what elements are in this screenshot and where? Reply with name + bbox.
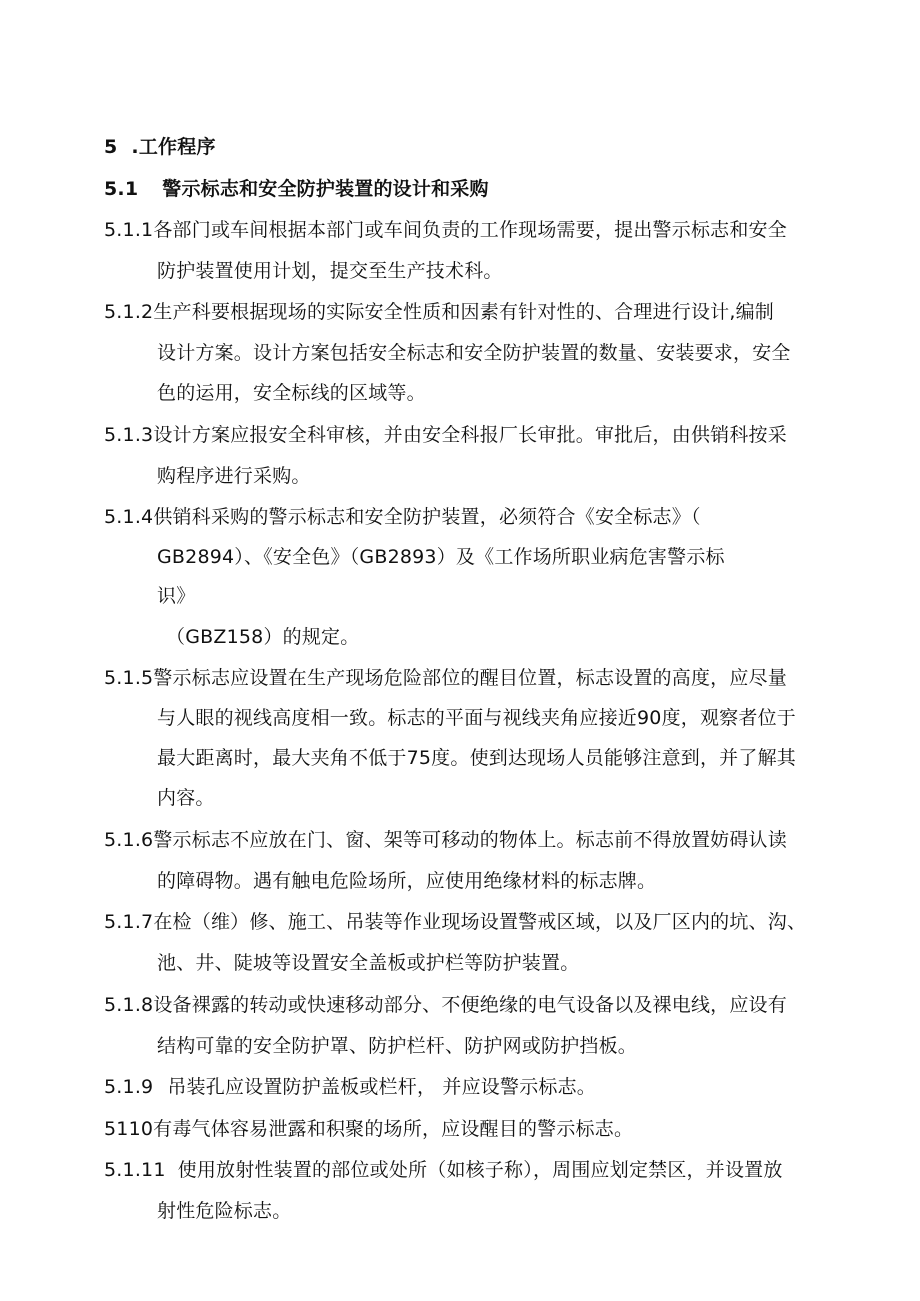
- section-title: .工作程序: [131, 136, 216, 158]
- item-text: 使用放射性装置的部位或处所（如核子称），周围应划定禁区，并设置放: [177, 1159, 783, 1181]
- item-text: （GBZ158）的规定。: [166, 626, 360, 648]
- item-5-1-8-line-1: [104, 993, 787, 1017]
- subsection-heading: [104, 177, 489, 201]
- item-5-1-8-line-2: [157, 1034, 637, 1058]
- subsection-title: 警示标志和安全防护装置的设计和采购: [162, 178, 489, 200]
- item-5-1-2-line-3: [157, 381, 426, 405]
- item-5-1-2-line-2: [157, 341, 791, 365]
- item-text: 有毒气体容易泄露和积聚的场所，应设醒目的警示标志。: [153, 1118, 634, 1140]
- item-5-1-7-line-2: [157, 951, 579, 975]
- item-text: 的障碍物。遇有触电危险场所，应使用绝缘材料的标志牌。: [157, 870, 657, 892]
- item-5-1-5-line-1: [104, 666, 787, 690]
- item-number: 5110: [104, 1118, 154, 1140]
- item-5-1-4-line-1: [104, 505, 701, 529]
- item-text: 色的运用，安全标线的区域等。: [157, 382, 426, 404]
- item-5-1-1-line-2: [157, 259, 503, 283]
- item-text: 射性危险标志。: [157, 1200, 292, 1222]
- item-text: 设计方案。设计方案包括安全标志和安全防护装置的数量、安装要求，安全: [157, 342, 791, 364]
- section-number: 5: [104, 136, 118, 158]
- item-5-1-3-line-1: [104, 423, 787, 447]
- item-5-1-1-line-1: [104, 218, 787, 242]
- item-text: 供销科采购的警示标志和安全防护装置，必须符合《安全标志》（: [153, 506, 701, 528]
- item-text: 各部门或车间根据本部门或车间负责的工作现场需要，提出警示标志和安全: [153, 219, 787, 241]
- item-text: 识》: [157, 585, 196, 607]
- item-5-1-9-line-1: [104, 1075, 596, 1099]
- item-number: 5.1.4: [104, 506, 154, 528]
- item-5-1-11-line-2: [157, 1199, 291, 1223]
- item-number: 5.1.11: [104, 1159, 166, 1181]
- item-text: 池、井、陡坡等设置安全盖板或护栏等防护装置。: [157, 952, 580, 974]
- section-heading: [104, 135, 216, 159]
- item-5-1-4-line-2: [157, 545, 725, 569]
- item-number: 5.1.2: [104, 301, 154, 323]
- item-5-1-5-line-4: [157, 786, 215, 810]
- item-number: 5.1.9: [104, 1076, 154, 1098]
- item-5-1-5-line-3: [157, 746, 796, 770]
- item-text: 最大距离时，最大夹角不低于75度。使到达现场人员能够注意到，并了解其: [157, 747, 796, 769]
- item-text: GB2894）、《安全色》（GB2893）及《工作场所职业病危害警示标: [157, 546, 725, 568]
- item-5-1-3-line-2: [157, 464, 311, 488]
- item-text: 在检（维）修、施工、吊装等作业现场设置警戒区域，以及厂区内的坑、沟、: [153, 911, 807, 933]
- item-text: 设备裸露的转动或快速移动部分、不便绝缘的电气设备以及裸电线，应设有: [153, 994, 787, 1016]
- item-5-1-11-line-1: [104, 1158, 783, 1182]
- item-text: 防护装置使用计划，提交至生产技术科。: [157, 260, 503, 282]
- item-text: 与人眼的视线高度相一致。标志的平面与视线夹角应接近90度，观察者位于: [157, 707, 796, 729]
- item-text: 内容。: [157, 787, 215, 809]
- item-5-1-6-line-1: [104, 828, 787, 852]
- item-number: 5.1.1: [104, 219, 154, 241]
- item-text: 警示标志不应放在门、窗、架等可移动的物体上。标志前不得放置妨碍认读: [153, 829, 787, 851]
- item-number: 5.1.6: [104, 829, 154, 851]
- item-text: 购程序进行采购。: [157, 465, 311, 487]
- item-text: 结构可靠的安全防护罩、防护栏杆、防护网或防护挡板。: [157, 1035, 638, 1057]
- item-5-1-5-line-2: [157, 706, 796, 730]
- item-text: 生产科要根据现场的实际安全性质和因素有针对性的、合理进行设计,编制: [153, 301, 775, 323]
- item-5-1-6-line-2: [157, 869, 656, 893]
- item-5-1-2-line-1: [104, 300, 774, 324]
- item-number: 5.1.8: [104, 994, 154, 1016]
- item-5110-line-1: [104, 1117, 633, 1141]
- item-text: 警示标志应设置在生产现场危险部位的醒目位置，标志设置的高度，应尽量: [153, 667, 787, 689]
- item-5-1-4-line-3: [157, 584, 195, 608]
- item-5-1-4-line-4: [166, 625, 359, 649]
- item-number: 5.1.7: [104, 911, 154, 933]
- item-number: 5.1.3: [104, 424, 154, 446]
- item-text: 吊装孔应设置防护盖板或栏杆， 并应设警示标志。: [167, 1076, 597, 1098]
- item-number: 5.1.5: [104, 667, 154, 689]
- subsection-number: 5.1: [104, 178, 139, 200]
- item-5-1-7-line-1: [104, 910, 806, 934]
- item-text: 设计方案应报安全科审核，并由安全科报厂长审批。审批后，由供销科按采: [153, 424, 787, 446]
